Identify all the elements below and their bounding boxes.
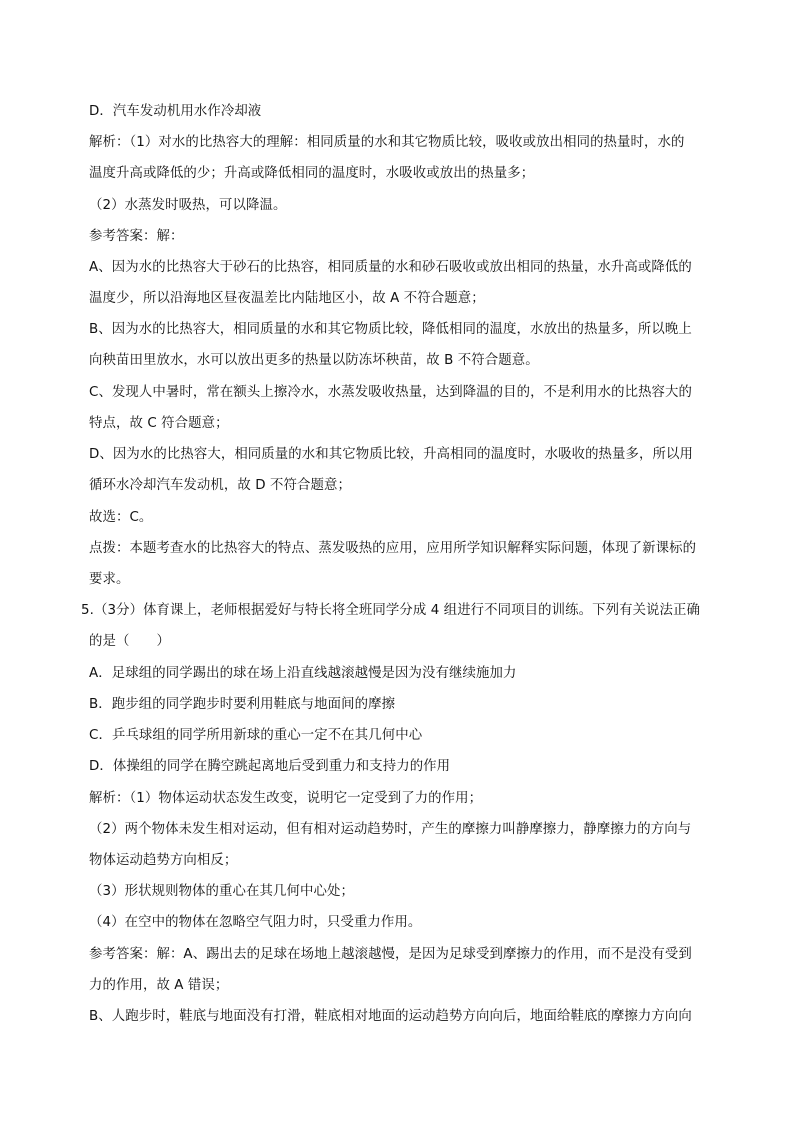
line-14: 故选：C。 [89,510,153,525]
line-7: 温度少，所以沿海地区昼夜温差比内陆地区小，故 A 不符合题意； [89,291,485,306]
line-26: （3）形状规则物体的重心在其几何中心处； [89,884,354,899]
line-25: 物体运动趋势方向相反； [89,853,238,868]
line-5: 参考答案：解： [89,229,184,244]
line-23: 解析：（1）物体运动状态发生改变，说明它一定受到了力的作用； [89,791,483,806]
line-24: （2）两个物体未发生相对运动，但有相对运动趋势时，产生的摩擦力叫静摩擦力，静摩擦力的方向与 [89,822,692,837]
line-1: D．汽车发动机用水作冷却液 [89,104,262,119]
line-30: B、人跑步时，鞋底与地面没有打滑，鞋底相对地面的运动趋势方向向后，地面给鞋底的摩擦力方向向 [89,1009,692,1024]
line-11: 特点，故 C 符合题意； [89,416,229,431]
line-28: 参考答案：解：A、踢出去的足球在场地上越滚越慢，是因为足球受到摩擦力的作用，而不是没有受到 [89,947,692,962]
line-18: 的是（ ） [89,634,170,649]
line-10: C、发现人中暑时，常在额头上擦冷水，水蒸发吸收热量，达到降温的目的，不是利用水的比热容大的 [89,385,693,400]
option-d: D．体操组的同学在腾空跳起离地后受到重力和支持力的作用 [89,759,451,774]
line-2: 解析：（1）对水的比热容大的理解：相同质量的水和其它物质比较，吸收或放出相同的热量时，水的 [89,135,685,150]
line-27: （4）在空中的物体在忽略空气阻力时，只受重力作用。 [89,915,422,930]
line-8: B、因为水的比热容大，相同质量的水和其它物质比较，降低相同的温度，水放出的热量多，所以晚上 [89,322,692,337]
line-12: D、因为水的比热容大，相同质量的水和其它物质比较，升高相同的温度时，水吸收的热量多，所以用 [89,447,693,462]
line-15: 点拨：本题考查水的比热容大的特点、蒸发吸热的应用，应用所学知识解释实际问题，体现了新课标的 [89,541,697,556]
line-29: 力的作用，故 A 错误； [89,978,229,993]
line-3: 温度升高或降低的少；升高或降低相同的温度时，水吸收或放出的热量多； [89,166,535,181]
line-4: （2）水蒸发时吸热，可以降温。 [89,198,287,213]
line-6: A、因为水的比热容大于砂石的比热容，相同质量的水和砂石吸收或放出相同的热量，水升高或降低的 [89,260,692,275]
option-c: C．乒乓球组的同学所用新球的重心一定不在其几何中心 [89,728,423,743]
line-16: 要求。 [89,572,130,587]
line-9: 向秧苗田里放水，水可以放出更多的热量以防冻坏秧苗，故 B 不符合题意。 [89,353,539,368]
option-b: B．跑步组的同学跑步时要利用鞋底与地面间的摩擦 [89,697,396,712]
option-a: A．足球组的同学踢出的球在场上沿直线越滚越慢是因为没有继续施加力 [89,666,517,681]
question-5-stem: 5.（3分）体育课上，老师根据爱好与特长将全班同学分成 4 组进行不同项目的训练。下列有关说法正确 [81,603,701,618]
line-13: 循环水冷却汽车发动机，故 D 不符合题意； [89,478,351,493]
